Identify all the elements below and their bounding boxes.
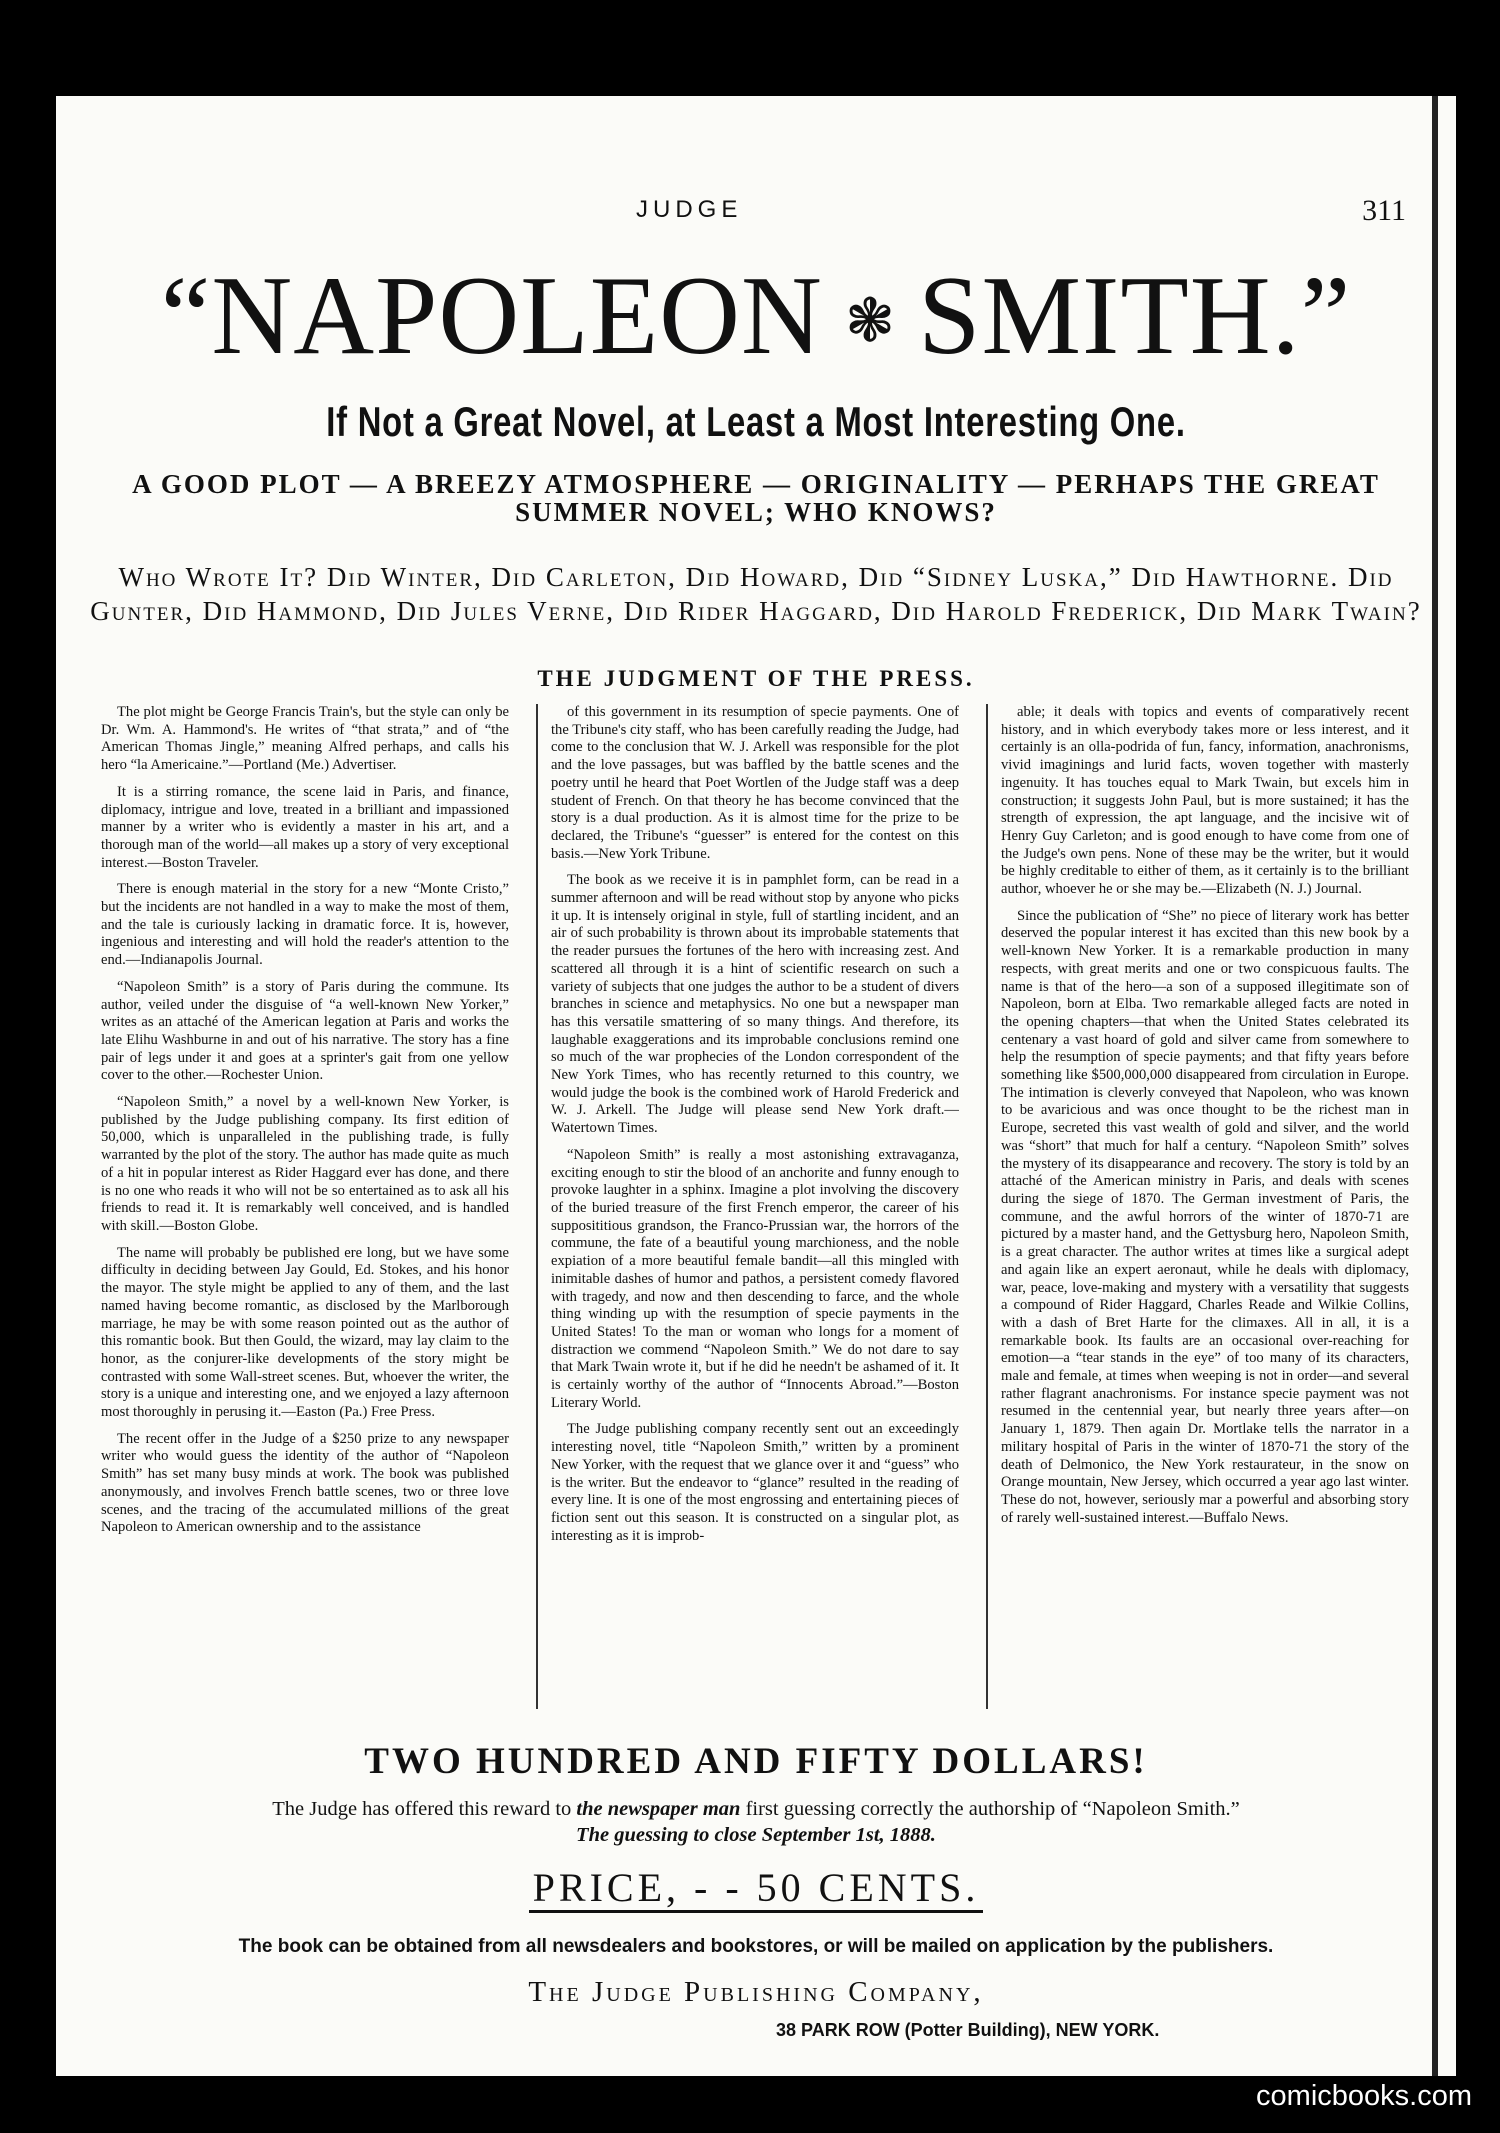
review-paragraph: Since the publication of “She” no piece of literary work has better deserved the popular interest it has excited than this new book by a well-known New Yorker. It is a remarkable production in many respects, with great merits and one or two conspicuous faults. The name is that of the hero—a son of a supposed illegitimate son of Napoleon, born at Elba. Two remarkable alleged facts are noted in the opening chapters—that when the United States celebrated its centenary a vast hoard of gold and silver came from somewhere to help the resumption of specie payments; and that fifty years before something like $500,000,000 disappeared from circulation in Europe. The intimation is cleverly conveyed that Napoleon, who was known to be avaricious and was once thought to be the richest man in Europe, secreted this vast wealth of gold and silver, and the world was “short” that much for half a century. “Napoleon Smith” solves the mystery of its disappearance and recovery. The story is told by an attaché of the American ministry in Paris, and deals with scenes during the siege of 1870. The German investment of Paris, the commune, and the awful horrors of the winter of 1870-71 are pictured by a master hand, and the Gettysburg hero, Napoleon Smith, is a great character. The author writes at times like a surgical adept and again like an expert aeronaut, while he deals with diplomacy, war, peace, love-making and mystery with a versatility that suggests a compound of Rider Haggard, Charles Reade and Wilkie Collins, with a dash of Bret Harte for the climaxes. All in all, it is a remarkable book. Its faults are an occasional over-reaching for emotion—a “tear stands in the eye” of too many of its characters, male and female, at times when weeping is not in order—and several rather flagrant anachronisms. For instance specie payment was not resumed in the centennial year, but nearly three years after—on January 1, 1879. Then again Dr. Mortlake tells the narrator in a military hospital of Paris in the winter of 1870-71 the story of the death of Delmonico, the New York restaurateur, in the snow on Orange mountain, New Jersey, which occurred a year ago last winter. These do not, however, seriously mar a powerful and absorbing story of rarely well-sustained interest.—Buffalo News. bbox=[1001, 907, 1409, 1526]
title-right: SMITH.” bbox=[918, 254, 1352, 378]
review-paragraph: The plot might be George Francis Train's, but the style can only be Dr. Wm. A. Hammond's. He writes of “that strata,” and of “the American Thomas Jingle,” meaning Alfred perhaps, and calls his hero “la Americaine.”—Portland (Me.) Advertiser. bbox=[101, 704, 509, 774]
review-paragraph: The recent offer in the Judge of a $250 prize to any newspaper writer who would guess the identity of the author of “Napoleon Smith” has set many busy minds at work. The book was published anonymously, and involves French battle scenes, two or three love scenes, and the tracing of the accumulated millions of the great Napoleon to American ownership and to the assistance bbox=[101, 1430, 509, 1536]
review-paragraph: “Napoleon Smith” is really a most astonishing extravaganza, exciting enough to stir the blood of an anchorite and funny enough to provoke laughter in a sphinx. Imagine a plot involving the discovery of the buried treasure of the first French emperor, the career of his supposititious grandson, the Franco-Prussian war, the horrors of the commune, the fate of a beautiful young marchioness, and the noble expiation of a more beautiful female bandit—all this mingled with inimitable dashes of humor and pathos, a persistent comedy flavored with tragedy, and now and then descending to farce, and the whole thing winding up with the resumption of specie payments in the United States! To the man or woman who longs for a moment of distraction we commend “Napoleon Smith.” We do not dare to say that Mark Twain wrote it, but if he did he needn't be ashamed of it. It is certainly worthy of the author of “Innocents Abroad.”—Boston Literary World. bbox=[551, 1146, 959, 1411]
running-header bbox=[56, 196, 1456, 236]
page-number: 311 bbox=[1362, 194, 1406, 227]
column-rule bbox=[986, 704, 988, 1709]
review-paragraph: The book as we receive it is in pamphlet form, can be read in a summer afternoon and will be read without stop by anyone who picks it up. It is intensely original in style, full of startling incident, and an air of such probability is thrown about its improbable statements that the reader pursues the fortunes of the hero with increasing zest. And scattered all through it is a hint of scientific research on such a variety of subjects that one judges the author to be a student of divers branches in science and metaphysics. No one but a newspaper man has this versatile smattering of so many things. And therefore, its laughable exaggerations and its improbable conclusions remind one so much of the war prophecies of the London correspondent of the New York Times, who has recently returned to this country, we would judge the book is the combined work of Harold Frederick and W. J. Arkell. The Judge will please send New York draft.—Watertown Times. bbox=[551, 872, 959, 1137]
subtitle: If Not a Great Novel, at Least a Most Interesting One. bbox=[326, 398, 1186, 445]
column-2 bbox=[551, 704, 959, 1709]
review-paragraph: The Judge publishing company recently sent out an exceedingly interesting novel, title “Napoleon Smith,” written by a prominent New Yorker, with the request that we glance over it and “guess” who is the writer. But the endeavor to “glance” resulted in the reading of every line. It is one of the most engrossing and entertaining pieces of fiction sent out this season. It is constructed on a singular plot, as interesting as it is improb- bbox=[551, 1421, 959, 1544]
magazine-name: JUDGE bbox=[636, 196, 743, 223]
tagline: A GOOD PLOT — A BREEZY ATMOSPHERE — ORIGINALITY — PERHAPS THE GREAT SUMMER NOVEL; WHO KNOWS? bbox=[132, 469, 1380, 527]
availability-note: The book can be obtained from all newsdealers and bookstores, or will be mailed on application by the publishers. bbox=[238, 1936, 1274, 1957]
who-wrote-it: Who Wrote It? Did Winter, Did Carleton, Did Howard, Did “Sidney Luska,” Did Hawthorne. Did Gunter, Did Hammond, Did Jules Verne, Did Rider Haggard, Did Harold Frederick, Did Mark Twain? bbox=[90, 562, 1422, 626]
publisher-address: 38 PARK ROW (Potter Building), NEW YORK. bbox=[776, 2020, 1160, 2040]
press-columns bbox=[101, 704, 1411, 1709]
watermark: comicbooks.com bbox=[1256, 2080, 1472, 2112]
page-title bbox=[56, 256, 1456, 387]
review-paragraph: The name will probably be published ere long, but we have some difficulty in deciding between Jay Gould, Ed. Stokes, and his honor the mayor. The style might be applied to any of them, and the last named having become romantic, as disclosed by the Marlborough marriage, he may be with some reason pointed out as the author of this romantic book. But then Gould, the wizard, may lay claim to the honor, as the conjurer-like developments of the story might be contrasted with some Wall-street scenes. But, whoever the writer, the story is a unique and interesting one, and we enjoyed a lazy afternoon most thoroughly in perusing it.—Easton (Pa.) Free Press. bbox=[101, 1244, 509, 1421]
review-paragraph: able; it deals with topics and events of comparatively recent history, and in which everybody takes more or less interest, and it certainly is an olla-podrida of fun, fancy, information, anachronisms, vivid imaginings and lurid facts, woven together with masterly ingenuity. It has touches equal to Mark Twain, but excels him in construction; it suggests John Paul, but is more sustained; it has the strength of expression, the apt language, and the incisive wit of Henry Guy Carleton; and is good enough to have come from one of the Judge's own pens. None of these may be the writer, but it would be highly creditable to either of them, as it certainly is to the brilliant author, whoever he or she may be.—Elizabeth (N. J.) Journal. bbox=[1001, 704, 1409, 898]
title-left: “NAPOLEON bbox=[160, 254, 823, 378]
review-paragraph: “Napoleon Smith” is a story of Paris during the commune. Its author, veiled under the disguise of “a well-known New Yorker,” writes as an attaché of the American legation at Paris and works the late Elihu Washburne in and out of his narrative. The story has a fine pair of legs under it and goes at a sprinter's gait from one yellow cover to the other.—Rochester Union. bbox=[101, 978, 509, 1084]
price: PRICE, - - 50 CENTS. bbox=[56, 1864, 1456, 1911]
review-paragraph: “Napoleon Smith,” a novel by a well-known New Yorker, is published by the Judge publishing company. Its first edition of 50,000, which is unparalleled in the publishing trade, is fully warranted by the plot of the story. The author has made quite as much of a hit in popular interest as Rider Haggard ever has done, and there is no one who reads it who will not be so entertained as to ask all his friends to read it. It is remarkably well conceived, and is handled with skill.—Boston Globe. bbox=[101, 1094, 509, 1234]
review-paragraph: of this government in its resumption of specie payments. One of the Tribune's city staff, who has been carefully reading the Judge, had come to the conclusion that W. J. Arkell was responsible for the plot and the love passages, but was baffled by the battle scenes and the poetry until he heard that Poet Wortlen of the Judge staff was a deep student of French. On that theory he has become convinced that the story is a dual production. As it is almost time for the prize to be declared, the Tribune's “guesser” is entered for the contest on this basis.—New York Tribune. bbox=[551, 704, 959, 862]
reward-text: The Judge has offered this reward to the newspaper man first guessing correctly the authorship of “Napoleon Smith.” The guessing to close September 1st, 1888. bbox=[272, 1798, 1240, 1846]
section-heading: THE JUDGMENT OF THE PRESS. bbox=[537, 666, 975, 691]
ornament-icon: ❃ bbox=[844, 288, 897, 355]
column-rule bbox=[536, 704, 538, 1709]
review-paragraph: It is a stirring romance, the scene laid in Paris, and finance, diplomacy, intrigue and love, treated in a brilliant and impassioned manner by a writer who is evidently a master in his art, and a thorough man of the world—all makes up a story of very exceptional interest.—Boston Traveler. bbox=[101, 783, 509, 871]
column-3 bbox=[1001, 704, 1409, 1709]
publisher-name: The Judge Publishing Company, bbox=[528, 1976, 984, 2008]
magazine-page bbox=[56, 96, 1456, 2076]
reward-heading: TWO HUNDRED AND FIFTY DOLLARS! bbox=[364, 1741, 1148, 1782]
column-1 bbox=[101, 704, 509, 1709]
review-paragraph: There is enough material in the story for a new “Monte Cristo,” but the incidents are not handled in a way to make the most of them, and the tale is curiously lacking in dramatic force. It is, however, ingenious and interesting and will hold the reader's attention to the end.—Indianapolis Journal. bbox=[101, 881, 509, 969]
